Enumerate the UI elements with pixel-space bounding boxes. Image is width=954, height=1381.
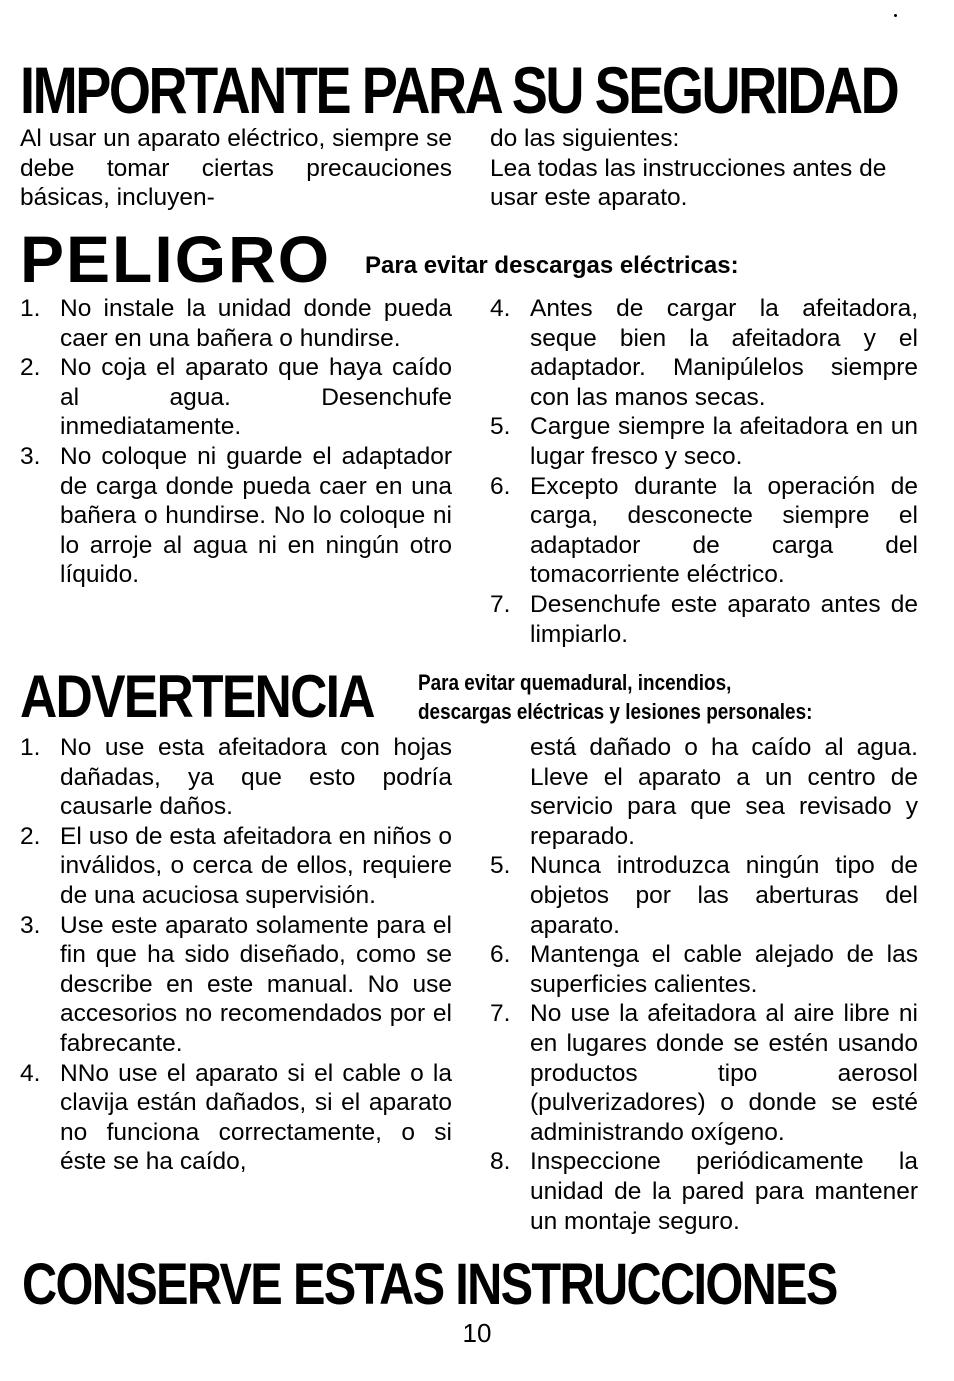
item-number: 4. [20, 1059, 41, 1087]
list-item [490, 472, 918, 590]
peligro-title: PELIGRO [20, 222, 332, 296]
list-item [490, 851, 918, 940]
advertencia-list-right [490, 733, 918, 1236]
list-item [20, 442, 452, 590]
page-number: 10 [462, 1318, 492, 1348]
item-number: 3. [20, 442, 41, 470]
item-text: No coja el aparato que haya caído al agua. Desenchufe inmediatamente. [60, 354, 452, 441]
peligro-subtitle: Para evitar descargas eléctricas: [365, 252, 739, 279]
item-text: No use esta afeitadora con hojas dañadas, ya que esto podría causarle daños. [60, 734, 452, 821]
list-item [20, 911, 452, 1059]
item-text: está dañado o ha caído al agua. Lleve el aparato a un centro de servicio para que sea revisado y reparado. [530, 734, 918, 850]
page-title: IMPORTANTE PARA SU SEGURIDAD [20, 53, 898, 127]
list-item [490, 294, 918, 412]
list-item [490, 940, 918, 999]
list-item [490, 733, 918, 851]
intro-right-column [490, 124, 920, 213]
item-text: No instale la unidad donde pueda caer en una bañera o hundirse. [60, 295, 452, 352]
list-item [20, 822, 452, 911]
list-item [20, 1059, 452, 1177]
item-number: 7. [490, 1000, 511, 1028]
advertencia-title: ADVERTENCIA [20, 663, 374, 730]
peligro-list-left [20, 294, 452, 590]
list-item [490, 590, 918, 649]
item-number: 3. [20, 911, 41, 939]
item-text: NNo use el aparato si el cable o la clavija están dañados, si el aparato no funciona correctamente, o si éste se ha caído, [60, 1059, 452, 1176]
peligro-list-right [490, 294, 918, 649]
item-number: 2. [20, 354, 41, 382]
advertencia-heading [20, 662, 813, 732]
intro-text-right-1: do las siguientes: [490, 125, 680, 152]
list-item [20, 294, 452, 353]
item-number: 7. [490, 590, 511, 618]
item-text: Antes de cargar la afeitadora, seque bien la afeitadora y el adaptador. Manipúlelos siempre con las manos secas. [530, 295, 918, 411]
item-number: 2. [20, 822, 41, 850]
footer-title: CONSERVE ESTAS INSTRUCCIONES [22, 1252, 837, 1317]
intro-text-right-2: Lea todas las instrucciones antes de usar este aparato. [490, 154, 887, 212]
advertencia-subtitle-line-2: descargas eléctricas y lesiones personales: [418, 699, 813, 724]
list-item [20, 353, 452, 442]
speck-mark [894, 14, 897, 17]
list-item [490, 999, 918, 1147]
advertencia-subtitle-line-1: Para evitar quemadural, incendios, [418, 670, 732, 695]
item-text: Cargue siempre la afeitadora en un lugar fresco y seco. [530, 413, 918, 470]
item-number: 4. [490, 295, 511, 322]
item-text: No use la afeitadora al aire libre ni en lugares donde se estén usando productos tipo aerosol (pulverizadores) o donde se esté administrando oxígeno. [530, 1000, 918, 1146]
advertencia-subtitle [418, 668, 812, 726]
list-item [490, 1147, 918, 1236]
item-number: 8. [490, 1148, 511, 1176]
item-text: Desenchufe este aparato antes de limpiarlo. [530, 590, 918, 648]
intro-left-column [20, 124, 452, 213]
item-text: Inspeccione periódicamente la unidad de la pared para mantener un montaje seguro. [530, 1148, 918, 1235]
item-number: 1. [20, 295, 41, 322]
intro-text-left: Al usar un aparato eléctrico, siempre se debe tomar ciertas precauciones básicas, incluyen- [20, 125, 452, 212]
list-item [490, 412, 918, 471]
item-text: Excepto durante la operación de carga, desconecte siempre el adaptador de carga del tomacorriente eléctrico. [530, 472, 918, 589]
advertencia-list-left [20, 733, 452, 1177]
item-number: 6. [490, 472, 511, 500]
item-text: Use este aparato solamente para el fin que ha sido diseñado, como se describe en este manual. No use accesorios no recomendados por el fabrecante. [60, 911, 452, 1057]
list-item [20, 733, 452, 822]
item-number: 5. [490, 852, 511, 880]
item-number: 5. [490, 413, 511, 441]
item-text: El uso de esta afeitadora en niños o inválidos, o cerca de ellos, requiere de una acuciosa supervisión. [60, 822, 452, 909]
item-text: Mantenga el cable alejado de las superficies calientes. [530, 941, 918, 998]
item-text: Nunca introduzca ningún tipo de objetos por las aberturas del aparato. [530, 852, 918, 939]
peligro-heading [20, 222, 739, 296]
item-number: 6. [490, 941, 511, 969]
item-number: 1. [20, 734, 41, 761]
item-text: No coloque ni guarde el adaptador de carga donde pueda caer en una bañera o hundirse. No lo coloque ni lo arroje al agua ni en ningún otro líquido. [60, 442, 452, 589]
